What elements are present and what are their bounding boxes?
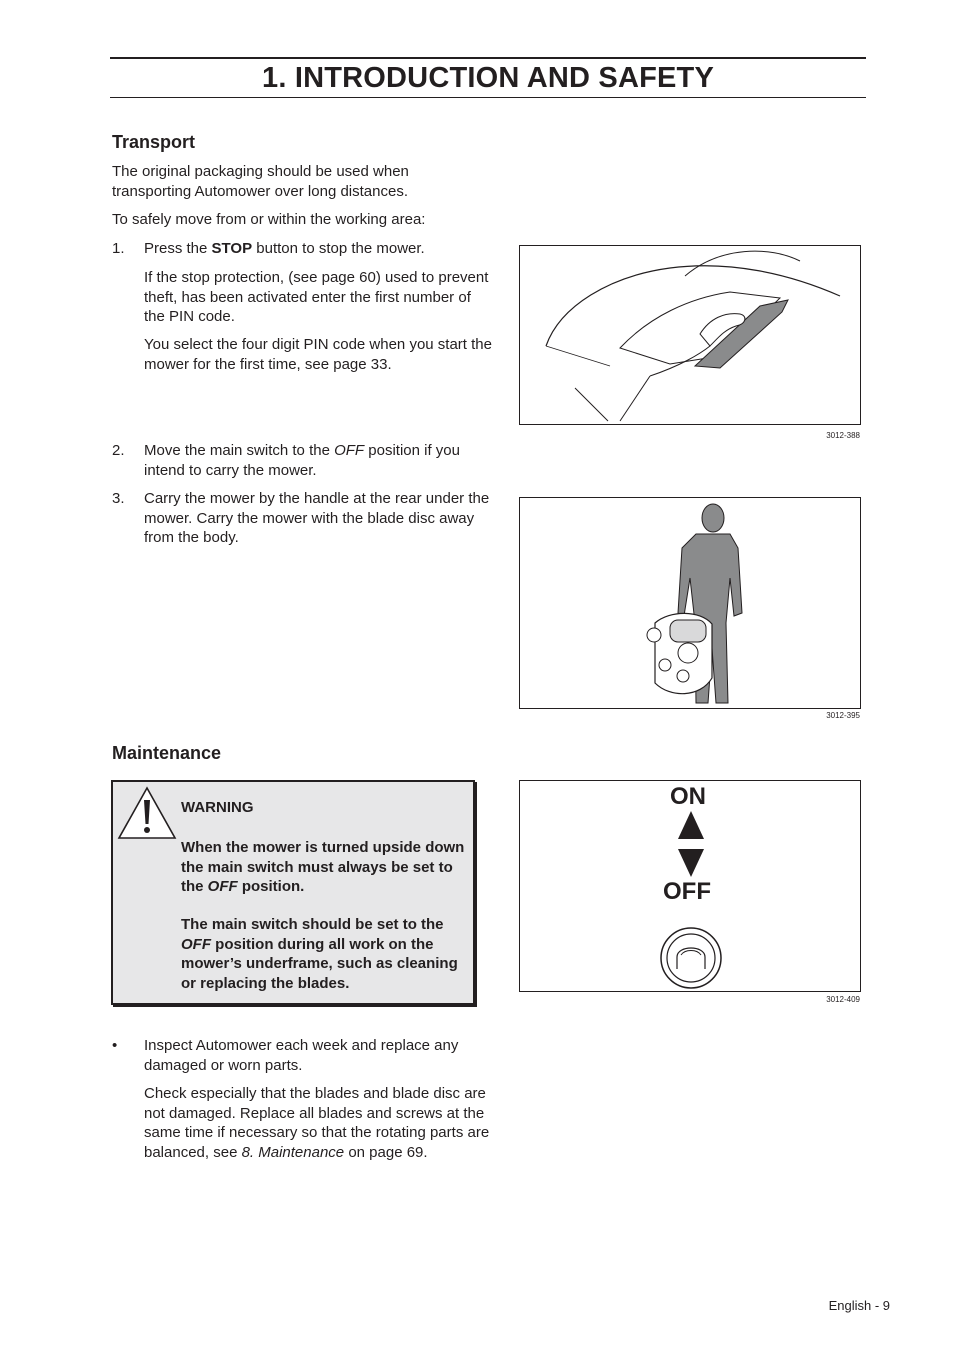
chapter-title: 1. INTRODUCTION AND SAFETY — [261, 62, 715, 94]
step-3-number: 3. — [112, 490, 125, 507]
switch-off-label: OFF — [663, 878, 711, 905]
figure-stop-button — [519, 245, 861, 425]
step-3-text: Carry the mower by the handle at the rear under the mower. Carry the mower with the blade disc away from the body. — [144, 490, 490, 546]
step-1-paragraph-3: You select the four digit PIN code when you start the mower for the first time, see page 33. — [144, 336, 492, 373]
maintenance-reference: 8. Maintenance — [241, 1143, 345, 1161]
step-1-number: 1. — [112, 240, 125, 257]
figure-3-caption: 3012-409 — [826, 995, 860, 1004]
step-1-pre: Press the — [144, 240, 212, 257]
bullet-1-p2-pre: Check especially that the blades and blade disc are not damaged. Replace all blades and screws at the same time if necessary so that the rotating parts are balanced, see — [144, 1085, 490, 1161]
warning-p2-post: position during all work on the mower’s underframe, such as cleaning or replacing the blades. — [181, 935, 458, 992]
chapter-title-bar — [110, 57, 866, 98]
maintenance-heading: Maintenance — [112, 743, 222, 763]
bullet-marker: • — [112, 1037, 118, 1054]
hand-pressing-stop-illustration — [520, 246, 860, 424]
transport-intro-1: The original packaging should be used when transporting Automower over long distances. — [112, 163, 409, 200]
warning-p2-off: OFF — [181, 935, 211, 953]
warning-p1-pre: When the mower is turned upside down the main switch must always be set to the — [181, 839, 465, 895]
figure-1-caption: 3012-388 — [826, 431, 860, 440]
on-off-arrows-icon — [676, 811, 706, 877]
bullet-1-paragraph-2 — [144, 1084, 494, 1162]
warning-title: WARNING — [181, 799, 254, 816]
warning-triangle-icon — [117, 786, 177, 840]
step-1-text — [144, 239, 494, 259]
warning-p1-off: OFF — [207, 878, 238, 895]
person-carrying-mower-illustration — [520, 498, 860, 708]
figure-carry-mower — [519, 497, 861, 709]
page-number: English - 9 — [828, 1298, 890, 1313]
transport-heading: Transport — [112, 132, 196, 152]
warning-box — [111, 780, 475, 1005]
switch-on-label: ON — [670, 783, 706, 810]
step-2-number: 2. — [112, 442, 125, 459]
warning-paragraph-2 — [181, 915, 471, 993]
warning-p2-pre: The main switch should be set to the — [181, 916, 444, 933]
stop-keyword: STOP — [211, 240, 253, 257]
off-keyword: OFF — [334, 442, 365, 459]
warning-p1-post: position. — [237, 878, 305, 895]
warning-paragraph-1 — [181, 838, 466, 897]
bullet-1-text: Inspect Automower each week and replace any damaged or worn parts. — [144, 1037, 459, 1074]
main-switch-knob-icon — [657, 927, 725, 989]
step-2-post: position if you intend to carry the mower. — [144, 442, 460, 479]
step-2-text — [144, 441, 489, 480]
bullet-1-p2-post: on page 69. — [344, 1143, 428, 1161]
figure-2-caption: 3012-395 — [826, 711, 860, 720]
figure-main-switch — [519, 780, 861, 992]
step-2-pre: Move the main switch to the — [144, 442, 335, 459]
step-1-post: button to stop the mower. — [252, 240, 425, 257]
transport-intro-2: To safely move from or within the working area: — [112, 211, 426, 228]
step-1-paragraph-2: If the stop protection, (see page 60) used to prevent theft, has been activated enter the first number of the PIN code. — [144, 269, 489, 325]
